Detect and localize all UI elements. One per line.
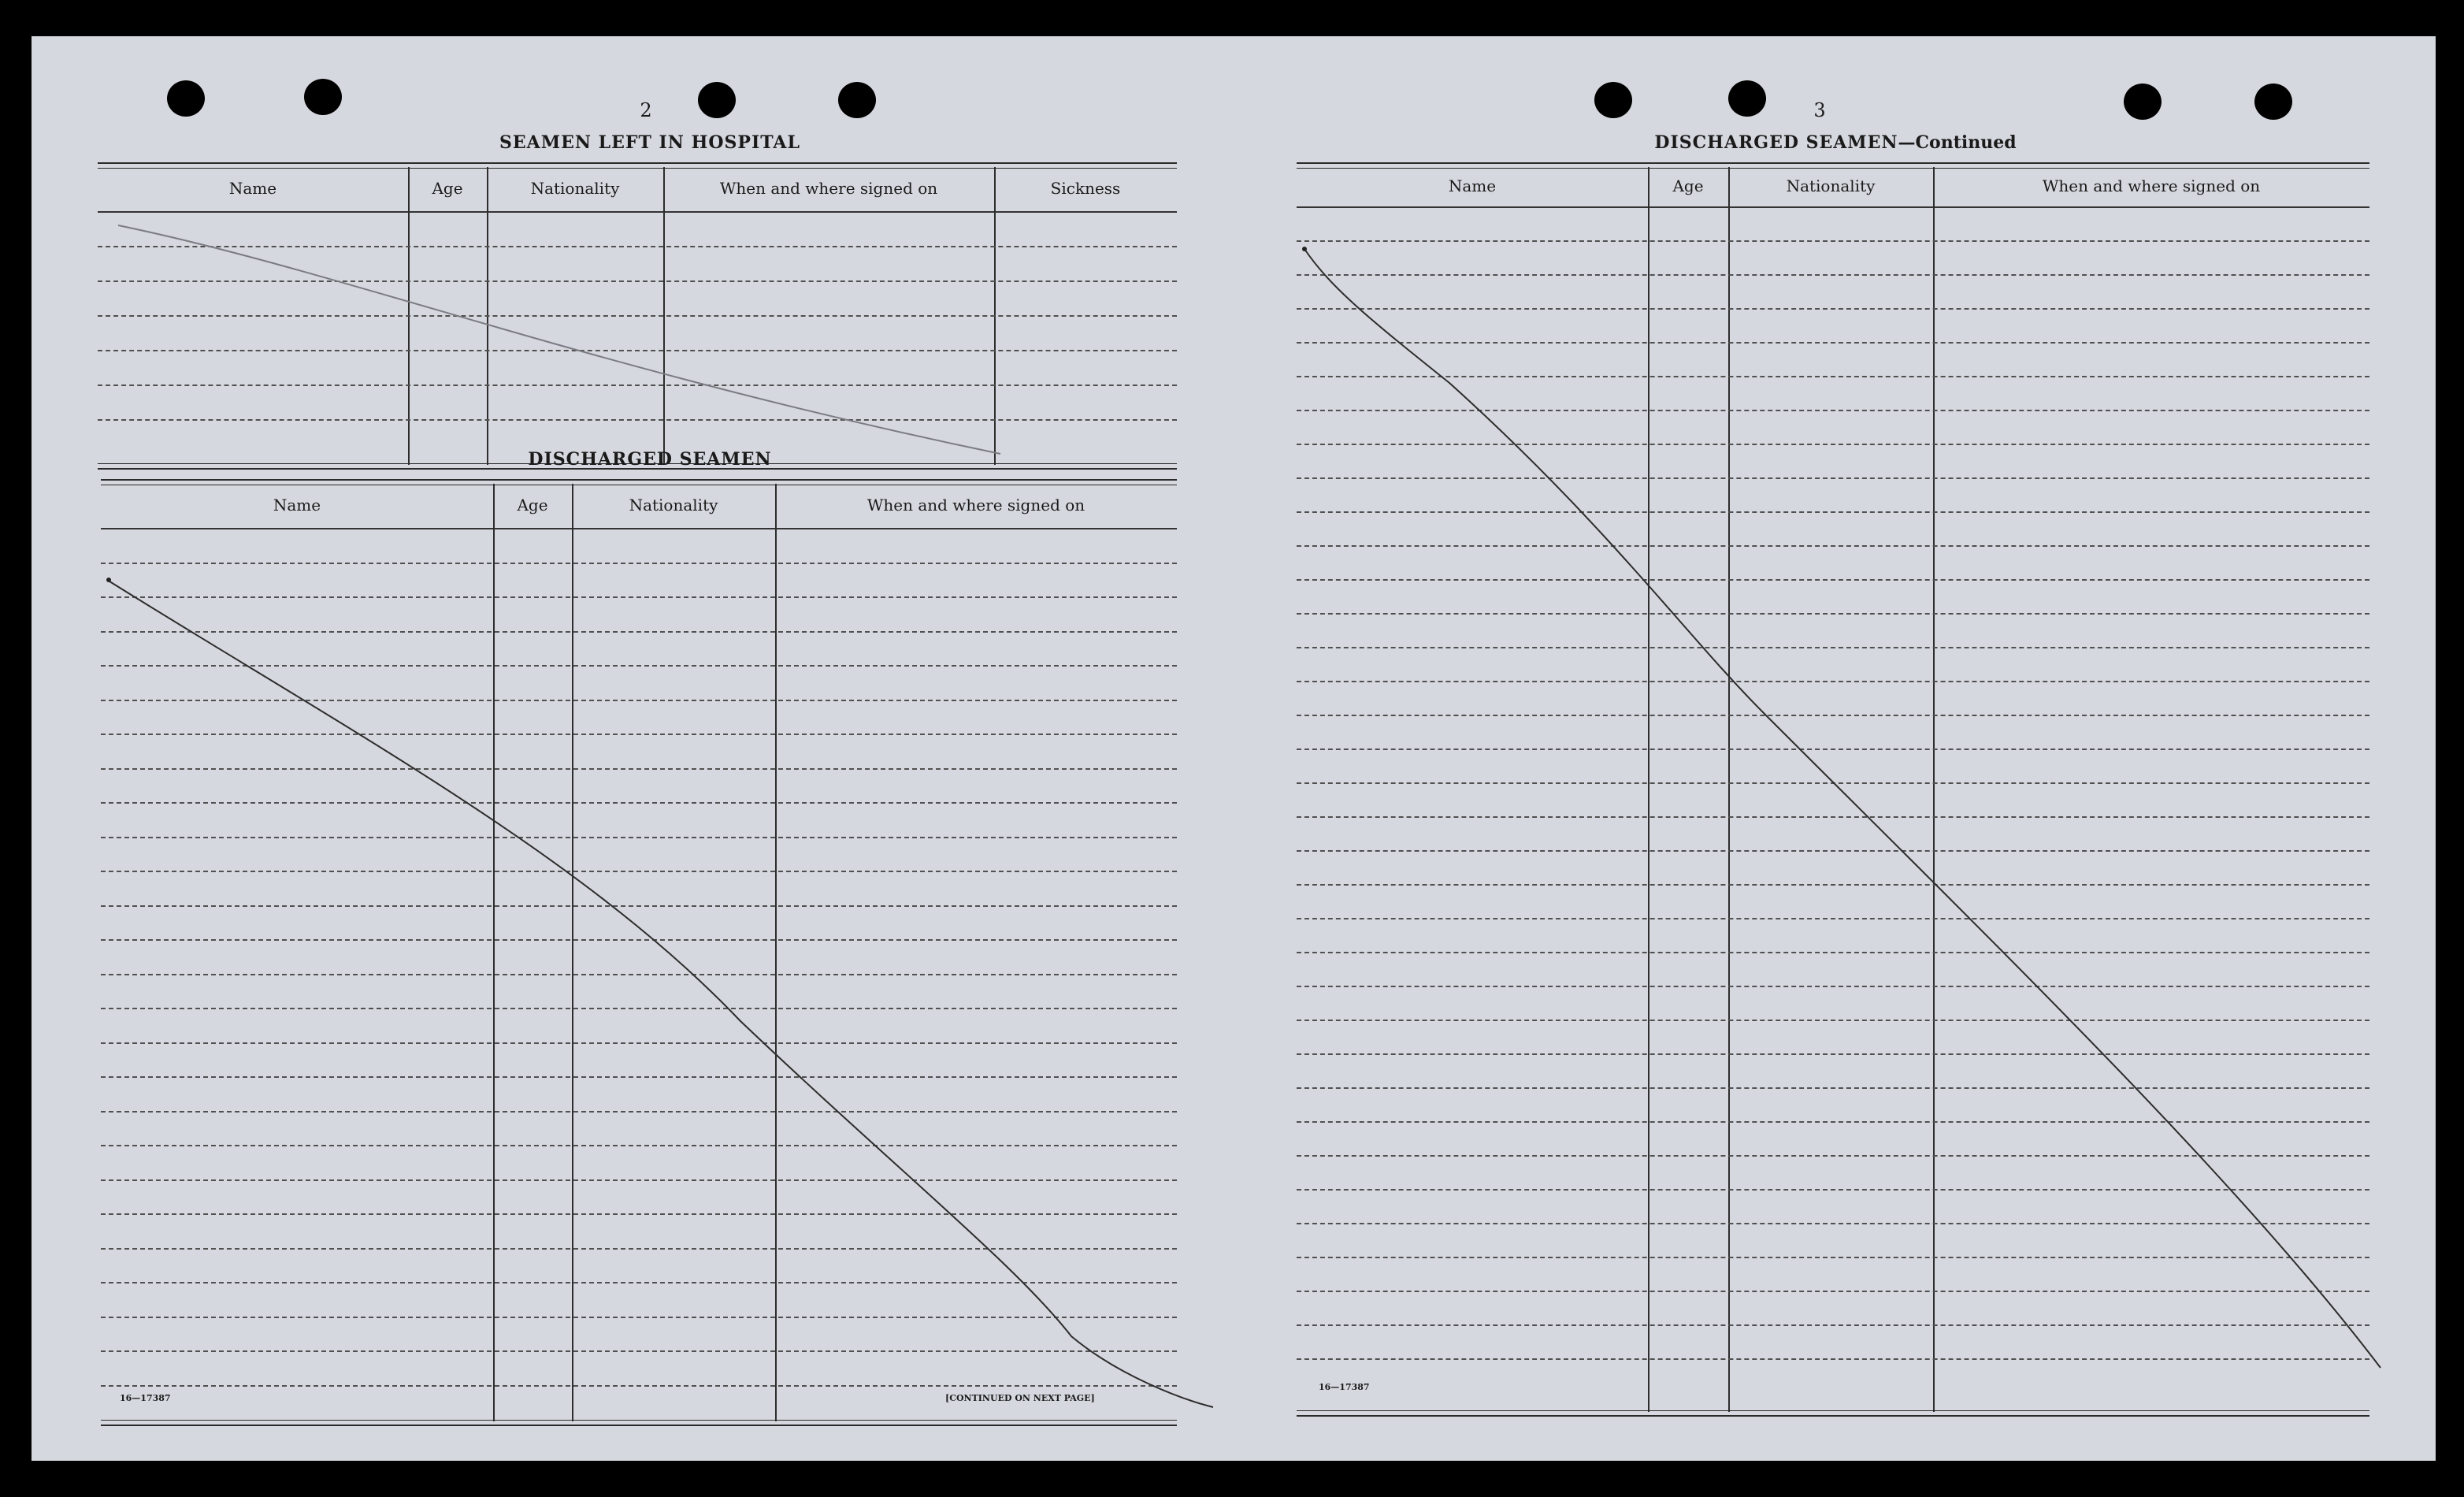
discharged-continued-title-main: DISCHARGED SEAMEN <box>1654 132 1898 153</box>
diagonal-cancellation-lines <box>32 36 2436 1461</box>
column-header: Name <box>1448 176 1497 195</box>
column-header: Name <box>228 179 277 198</box>
page-number-right: 3 <box>1813 99 1826 121</box>
discharged-section-title: DISCHARGED SEAMEN <box>528 449 772 470</box>
cancel-line-discharged <box>107 580 1213 1407</box>
column-header: Age <box>1672 176 1704 195</box>
hospital-section-title: SEAMEN LEFT IN HOSPITAL <box>499 132 800 153</box>
document-sheet <box>32 36 2436 1461</box>
column-header: Age <box>517 496 548 514</box>
column-header: When and where signed on <box>719 179 938 198</box>
ink-dot <box>106 578 111 582</box>
column-header: Name <box>273 496 321 514</box>
column-header: When and where signed on <box>2042 176 2261 195</box>
column-header: Sickness <box>1050 179 1121 198</box>
cancel-line-hospital <box>118 225 1000 454</box>
discharged-continued-title-suffix: —Continued <box>1898 132 2017 153</box>
cancel-line-continued <box>1304 249 2381 1368</box>
form-number-right: 16—17387 <box>1319 1382 1370 1392</box>
continued-note: [CONTINUED ON NEXT PAGE] <box>945 1393 1095 1403</box>
form-number-left: 16—17387 <box>120 1393 171 1403</box>
page-number-left: 2 <box>640 99 652 121</box>
column-header: When and where signed on <box>866 496 1085 514</box>
column-header: Nationality <box>1786 176 1876 195</box>
column-header: Nationality <box>530 179 620 198</box>
column-header: Nationality <box>629 496 718 514</box>
ink-dot <box>1302 247 1307 251</box>
column-header: Age <box>432 179 463 198</box>
